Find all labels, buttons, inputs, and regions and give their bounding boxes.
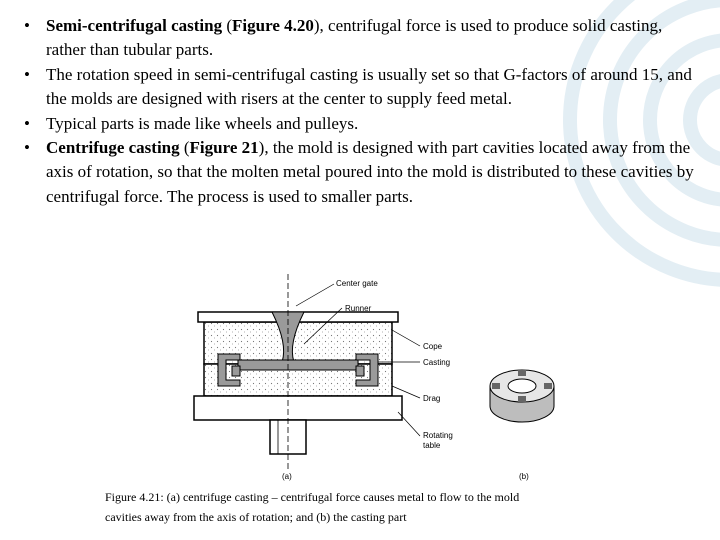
label-runner: Runner — [345, 304, 372, 313]
bullet-item — [24, 136, 696, 209]
figure-reference: Figure 21 — [189, 138, 259, 158]
bullet-item — [24, 112, 696, 136]
bullet-item — [24, 14, 696, 63]
figure-caption — [105, 487, 665, 527]
bullet-bold-lead: Semi-centrifugal casting — [46, 16, 223, 35]
figure-reference: Figure 4.20 — [232, 16, 314, 35]
label-center-gate: Center gate — [336, 279, 378, 288]
label-cope: Cope — [423, 342, 443, 351]
bullet-text: Typical parts is made like wheels and pulleys. — [46, 113, 359, 133]
bullet-symbol: • — [24, 113, 30, 133]
label-rotating-table-line2: table — [423, 441, 441, 450]
bullet-symbol: • — [24, 138, 30, 158]
caption-line-2: cavities away from the axis of rotation; and (b) the casting part — [105, 510, 407, 524]
bullet-list — [24, 14, 696, 209]
bullet-text: ( — [222, 16, 233, 35]
centrifuge-casting-figure — [192, 274, 566, 484]
bullet-item — [24, 63, 696, 112]
bullet-bold-lead: Centrifuge casting — [46, 138, 180, 158]
runner — [238, 360, 358, 370]
label-panel-a: (a) — [282, 472, 292, 481]
bullet-text: The rotation speed in semi-centrifugal casting is usually set so that G-factors of around 15, and the molds are designed with risers at the center to supply feed metal. — [46, 64, 692, 109]
bullet-symbol: • — [24, 64, 30, 84]
mold-diagram — [194, 274, 420, 470]
label-drag: Drag — [423, 394, 441, 403]
bullet-text: ), the mold is designed with part cavities located away from the axis of rotation, so that the molten metal poured into the mold is distributed to these cavities by centrifugal force. The process is used to smaller parts. — [46, 138, 694, 206]
rotating-table — [194, 396, 402, 420]
label-casting: Casting — [423, 358, 451, 367]
bullet-text: ), centrifugal force is used to produce solid casting, rather than tubular parts. — [46, 16, 663, 60]
bullet-text: ( — [179, 138, 190, 158]
caption-line-1: Figure 4.21: (a) centrifuge casting – centrifugal force causes metal to flow to the mold — [105, 490, 520, 504]
bullet-symbol: • — [24, 16, 30, 35]
casting-part — [490, 370, 554, 422]
label-panel-b: (b) — [519, 472, 529, 481]
label-rotating-table-line1: Rotating — [423, 431, 453, 440]
